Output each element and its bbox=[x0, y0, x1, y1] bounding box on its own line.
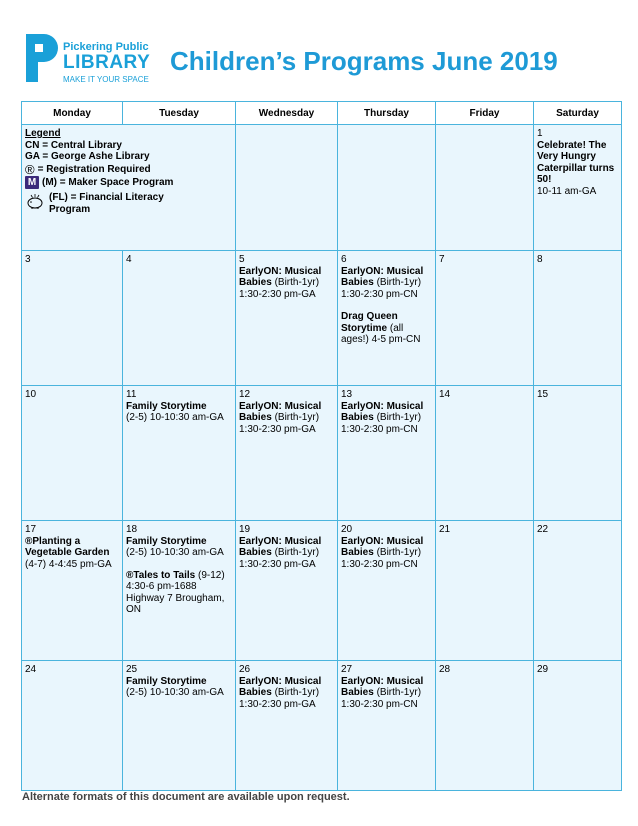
event-line bbox=[239, 266, 335, 289]
calendar-day-cell bbox=[236, 661, 338, 791]
event-title: EarlyON: Musical Babies bbox=[341, 535, 424, 558]
event-title: EarlyON: Musical Babies bbox=[239, 265, 322, 288]
legend-title: Legend bbox=[25, 128, 61, 139]
event-title: EarlyON: Musical Babies bbox=[239, 535, 322, 558]
day-number: 12 bbox=[239, 389, 251, 400]
calendar-day-cell bbox=[123, 251, 236, 386]
header-monday: Monday bbox=[22, 102, 123, 125]
event-time: 1:30-2:30 pm-GA bbox=[239, 558, 316, 570]
calendar-day-cell bbox=[534, 521, 622, 661]
calendar-day-cell bbox=[236, 386, 338, 521]
calendar-day-cell bbox=[236, 521, 338, 661]
event-age: (Birth-1yr) bbox=[271, 547, 320, 558]
calendar-day-cell bbox=[338, 661, 436, 791]
day-number: 21 bbox=[439, 524, 451, 535]
day-number: 1 bbox=[537, 128, 543, 139]
event-details: (all ages!) 4-5 pm-CN bbox=[341, 322, 421, 345]
calendar-day-cell bbox=[123, 661, 236, 791]
day-number: 25 bbox=[126, 664, 138, 675]
week-row bbox=[22, 251, 622, 386]
day-number: 22 bbox=[537, 524, 549, 535]
calendar-day-cell bbox=[123, 521, 236, 661]
event-line bbox=[239, 676, 335, 699]
calendar-day-cell bbox=[236, 125, 338, 251]
event-title: Celebrate! The Very Hungry Caterpillar turns 50! bbox=[537, 139, 615, 185]
event-line bbox=[341, 676, 433, 699]
event-time: 1:30-2:30 pm-CN bbox=[341, 698, 418, 710]
page-title: Children’s Programs June 2019 bbox=[170, 46, 558, 76]
legend-george-ashe-library: GA = George Ashe Library bbox=[25, 151, 150, 162]
event-title: Drag Queen Storytime bbox=[341, 311, 398, 334]
week-row bbox=[22, 521, 622, 661]
event-line bbox=[341, 311, 433, 346]
event-time: (2-5) 10-10:30 am-GA bbox=[126, 547, 224, 558]
calendar-day-cell bbox=[338, 521, 436, 661]
legend-registration bbox=[25, 161, 233, 177]
registered-icon: ® bbox=[25, 161, 35, 177]
day-number: 29 bbox=[537, 664, 549, 675]
event-time: (2-5) 10-10:30 am-GA bbox=[126, 687, 224, 698]
calendar-day-cell bbox=[236, 251, 338, 386]
calendar-day-cell bbox=[534, 661, 622, 791]
event-line bbox=[126, 570, 233, 616]
legend-maker-space-text: (M) = Maker Space Program bbox=[42, 176, 174, 188]
event-age: (Birth-1yr) bbox=[373, 412, 422, 423]
event-time: (2-5) 10-10:30 am-GA bbox=[126, 412, 224, 423]
event-time: (4-7) 4-4:45 pm-GA bbox=[25, 558, 112, 570]
logo-text-top: Pickering Public bbox=[63, 41, 149, 53]
header-friday: Friday bbox=[436, 102, 534, 125]
calendar-day-cell bbox=[338, 251, 436, 386]
legend-cell bbox=[22, 125, 236, 251]
day-number: 15 bbox=[537, 389, 549, 400]
header-thursday: Thursday bbox=[338, 102, 436, 125]
week-row bbox=[22, 386, 622, 521]
day-number: 17 bbox=[25, 524, 37, 535]
day-number: 19 bbox=[239, 524, 251, 535]
day-number: 28 bbox=[439, 664, 451, 675]
calendar-day-cell bbox=[22, 661, 123, 791]
week-row bbox=[22, 125, 622, 251]
calendar-day-cell bbox=[534, 125, 622, 251]
event-time: 1:30-2:30 pm-CN bbox=[341, 288, 418, 300]
event-title: EarlyON: Musical Babies bbox=[341, 675, 424, 698]
calendar-day-cell bbox=[534, 386, 622, 521]
header-tuesday: Tuesday bbox=[123, 102, 236, 125]
event-title: EarlyON: Musical Babies bbox=[239, 675, 322, 698]
event-age: (Birth-1yr) bbox=[271, 687, 320, 698]
event-time: 10-11 am-GA bbox=[537, 185, 597, 197]
maker-space-icon: M bbox=[25, 176, 39, 189]
day-number: 11 bbox=[126, 389, 137, 400]
day-number: 26 bbox=[239, 664, 251, 675]
logo-text-main: LIBRARY bbox=[63, 52, 151, 73]
event-title: ®Tales to Tails bbox=[126, 569, 196, 581]
event-line bbox=[239, 536, 335, 559]
day-number: 13 bbox=[341, 389, 353, 400]
legend-financial-literacy-text: (FL) = Financial Literacy Program bbox=[49, 192, 164, 215]
event-age: (Birth-1yr) bbox=[373, 547, 422, 558]
header-saturday: Saturday bbox=[534, 102, 622, 125]
day-number: 8 bbox=[537, 254, 543, 265]
event-age: (Birth-1yr) bbox=[373, 277, 422, 288]
calendar-day-cell bbox=[436, 661, 534, 791]
calendar-day-cell bbox=[22, 521, 123, 661]
library-logo[interactable] bbox=[22, 30, 152, 90]
legend-financial-literacy bbox=[25, 192, 233, 215]
day-number: 7 bbox=[439, 254, 445, 265]
library-logo-icon bbox=[22, 30, 60, 86]
event-age: (Birth-1yr) bbox=[271, 277, 320, 288]
event-title: Family Storytime bbox=[126, 535, 207, 547]
legend-registration-text: = Registration Required bbox=[37, 163, 151, 175]
event-title: EarlyON: Musical Babies bbox=[239, 400, 322, 423]
calendar-day-cell bbox=[436, 386, 534, 521]
calendar-day-cell bbox=[123, 386, 236, 521]
calendar-day-cell bbox=[436, 521, 534, 661]
calendar-table bbox=[21, 101, 622, 791]
footer-note: Alternate formats of this document are available upon request. bbox=[22, 791, 350, 803]
event-line bbox=[239, 401, 335, 424]
day-number: 14 bbox=[439, 389, 451, 400]
day-number: 4 bbox=[126, 254, 132, 265]
event-title: ®Planting a Vegetable Garden bbox=[25, 535, 110, 558]
page-header bbox=[0, 0, 638, 100]
day-number: 3 bbox=[25, 254, 31, 265]
calendar-day-cell bbox=[436, 251, 534, 386]
event-line bbox=[341, 401, 433, 424]
event-line bbox=[341, 266, 433, 289]
event-line bbox=[341, 536, 433, 559]
day-number: 27 bbox=[341, 664, 353, 675]
event-age: (Birth-1yr) bbox=[271, 412, 320, 423]
calendar-day-cell bbox=[338, 386, 436, 521]
event-title: Family Storytime bbox=[126, 400, 207, 412]
event-time: 1:30-2:30 pm-GA bbox=[239, 423, 316, 435]
event-time: 1:30-2:30 pm-CN bbox=[341, 558, 418, 570]
day-number: 10 bbox=[25, 389, 37, 400]
logo-tagline: MAKE IT YOUR SPACE bbox=[63, 75, 149, 84]
event-title: EarlyON: Musical Babies bbox=[341, 400, 424, 423]
calendar-day-cell bbox=[22, 251, 123, 386]
event-age: (Birth-1yr) bbox=[373, 687, 422, 698]
day-number: 6 bbox=[341, 254, 347, 265]
calendar-day-cell bbox=[534, 251, 622, 386]
event-time: 1:30-2:30 pm-GA bbox=[239, 288, 316, 300]
piggy-bank-icon bbox=[25, 192, 45, 210]
legend-maker-space bbox=[25, 176, 233, 189]
weekday-header-row bbox=[22, 102, 622, 125]
header-wednesday: Wednesday bbox=[236, 102, 338, 125]
week-row bbox=[22, 661, 622, 791]
event-time: 1:30-2:30 pm-GA bbox=[239, 698, 316, 710]
event-title: EarlyON: Musical Babies bbox=[341, 265, 424, 288]
day-number: 24 bbox=[25, 664, 37, 675]
day-number: 5 bbox=[239, 254, 245, 265]
event-time: 1:30-2:30 pm-CN bbox=[341, 423, 418, 435]
event-title: Family Storytime bbox=[126, 675, 207, 687]
legend-central-library: CN = Central Library bbox=[25, 139, 122, 151]
calendar-day-cell bbox=[338, 125, 436, 251]
event-details: (9-12) 4:30-6 pm-1688 Highway 7 Brougham, ON bbox=[126, 569, 225, 615]
calendar-day-cell bbox=[22, 386, 123, 521]
day-number: 20 bbox=[341, 524, 353, 535]
day-number: 18 bbox=[126, 524, 138, 535]
calendar-day-cell bbox=[436, 125, 534, 251]
